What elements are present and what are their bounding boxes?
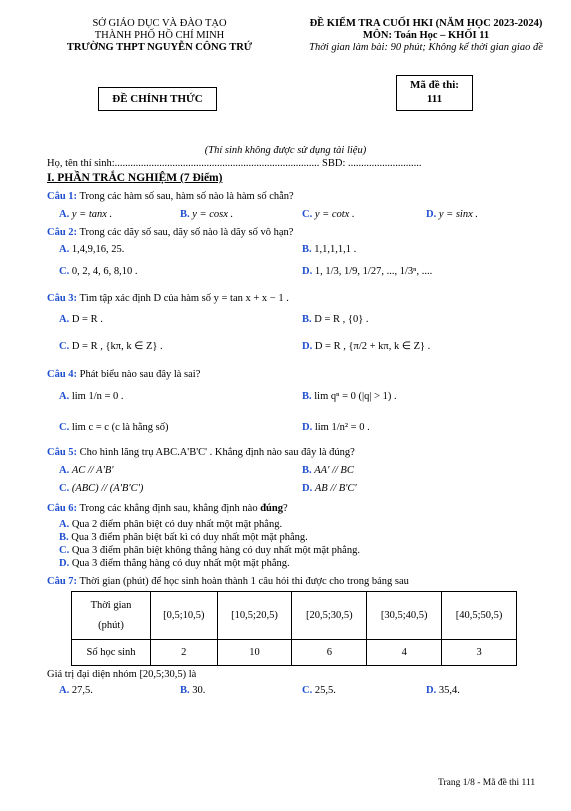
q7-option-b: 30. [192,685,206,696]
table-cell: 3 [442,640,517,666]
q4-option-c: lim c = c (c là hằng số) [71,422,169,433]
subject-line: MÔN: Toán Học – KHỐI 11 [362,30,490,41]
opt-key: B. [302,244,312,255]
exam-code-box [396,75,473,111]
q6-option-b: Qua 3 điểm phân biệt bất kì có duy nhất một mặt phẳng. [71,532,308,543]
q7-option-a: 27,5. [71,685,93,696]
opt-key: A. [59,391,70,402]
q-bold: đúng [260,503,283,514]
opt-key: C. [59,422,70,433]
q5-option-a: AC // A'B' [71,465,114,476]
opt-key: A. [59,244,70,255]
student-info-line: Họ, tên thí sinh:.............................................................................. SBD: ............................ [47,158,422,169]
q6-option-d: Qua 3 điểm thẳng hàng có duy nhất một mặt phẳng. [71,558,290,569]
q5-option-d: AB // B'C' [314,483,357,494]
opt-key: B. [59,532,69,543]
q2-option-c: 0, 2, 4, 6, 8,10 . [71,266,138,277]
table-cell: [30,5;40,5) [367,592,442,640]
table-cell: 2 [151,640,218,666]
opt-key: C. [302,685,313,696]
q6-option-c: Qua 3 điểm phân biệt không thẳng hàng có duy nhất một mặt phẳng. [71,545,360,556]
question-2 [47,226,293,239]
table-cell: 6 [292,640,367,666]
q-label: Câu 1: [47,191,78,202]
q2-option-d: 1, 1/3, 1/9, 1/27, ..., 1/3ⁿ, .... [314,266,433,277]
table-cell: [10,5;20,5) [217,592,292,640]
opt-key: B. [302,391,312,402]
exam-code-label: Mã đề thi: [410,79,459,91]
table-cell: 4 [367,640,442,666]
opt-key: B. [302,314,312,325]
q1-option-a: y = tanx . [71,209,113,220]
q5-option-b: AA' // BC [314,465,354,476]
opt-key: D. [302,341,313,352]
q-end: ? [282,503,288,514]
opt-key: C. [59,341,70,352]
opt-key: A. [59,314,70,325]
table-cell: 10 [217,640,292,666]
opt-key: B. [180,209,190,220]
question-6 [47,502,288,515]
q4-option-b: lim qⁿ = 0 (|q| > 1) . [314,391,397,402]
opt-key: C. [59,545,70,556]
q5-option-c: (ABC) // (A'B'C') [71,483,144,494]
question-7 [47,575,409,588]
q2-option-b: 1,1,1,1,1 . [314,244,357,255]
q3-option-a: D = R . [71,314,103,325]
q7-followup: Giá trị đại diện nhóm [20,5;30,5) là [47,669,197,680]
opt-key: D. [426,685,437,696]
q-label: Câu 3: [47,293,78,304]
q-text: Thời gian (phút) để học sinh hoàn thành 1 câu hỏi thi được cho trong bảng sau [77,576,409,587]
q-label: Câu 7: [47,576,78,587]
table-head-count: Số học sinh [72,640,151,666]
q3-option-b: D = R , {0} . [314,314,369,325]
q-label: Câu 6: [47,503,78,514]
official-box [98,87,217,111]
time-line: Thời gian làm bài: 90 phút; Không kể thời gian giao đề [309,42,543,53]
opt-key: A. [59,209,70,220]
q3-option-c: D = R , {kπ, k ∈ Z} . [71,341,163,352]
question-5 [47,446,355,459]
opt-key: B. [302,465,312,476]
q-text: Trong các khẳng định sau, khẳng định nào [77,503,261,514]
notice: (Thí sinh không được sử dụng tài liệu) [204,145,367,156]
official-label: ĐỀ CHÍNH THỨC [112,93,203,105]
q1-option-c: y = cotx . [314,209,355,220]
q3-option-d: D = R , {π/2 + kπ, k ∈ Z} . [314,341,431,352]
dept-name: SỞ GIÁO DỤC VÀ ĐÀO TẠO [92,18,227,29]
opt-key: C. [59,266,70,277]
opt-key: D. [302,422,313,433]
question-3 [47,292,289,305]
city-name: THÀNH PHỐ HỒ CHÍ MINH [94,30,225,41]
opt-key: A. [59,519,70,530]
opt-key: A. [59,685,70,696]
table-cell: [40,5;50,5) [442,592,517,640]
q-text: Cho hình lăng trụ ABC.A'B'C' . Khẳng định nào sau đây là đúng? [77,447,355,458]
section-title: I. PHẦN TRẮC NGHIỆM (7 Điểm) [47,172,223,184]
q1-option-d: y = sinx . [438,209,479,220]
opt-key: D. [59,558,70,569]
exam-title: ĐỀ KIỂM TRA CUỐI HKI (NĂM HỌC 2023-2024) [309,18,543,29]
q6-option-a: Qua 2 điểm phân biệt có duy nhất một mặt phẳng. [71,519,283,530]
question-1 [47,190,294,203]
opt-key: D. [302,483,313,494]
exam-code: 111 [426,93,443,105]
page-footer: Trang 1/8 - Mã đề thi 111 [438,778,536,788]
q-text: Phát biểu nào sau đây là sai? [77,369,201,380]
school-name: TRƯỜNG THPT NGUYỄN CÔNG TRỨ [66,42,253,53]
opt-key: D. [426,209,437,220]
question-4 [47,368,200,381]
q-text: Tìm tập xác định D của hàm số y = tan x + x − 1 . [77,293,289,304]
opt-key: C. [302,209,313,220]
q-text: Trong các hàm số sau, hàm số nào là hàm số chẵn? [77,191,294,202]
opt-key: C. [59,483,70,494]
q-text: Trong các dãy số sau, dãy số nào là dãy số vô hạn? [77,227,294,238]
table-cell: [20,5;30,5) [292,592,367,640]
q-label: Câu 5: [47,447,78,458]
q7-option-d: 35,4. [438,685,460,696]
q4-option-a: lim 1/n = 0 . [71,391,124,402]
q-label: Câu 2: [47,227,78,238]
table-head-time: Thời gian (phút) [72,592,151,640]
time-table [71,591,517,666]
q2-option-a: 1,4,9,16, 25. [71,244,125,255]
q7-option-c: 25,5. [314,685,336,696]
table-cell: [0,5;10,5) [151,592,218,640]
q-label: Câu 4: [47,369,78,380]
opt-key: D. [302,266,313,277]
opt-key: A. [59,465,70,476]
opt-key: B. [180,685,190,696]
q4-option-d: lim 1/n² = 0 . [314,422,370,433]
q1-option-b: y = cosx . [192,209,234,220]
